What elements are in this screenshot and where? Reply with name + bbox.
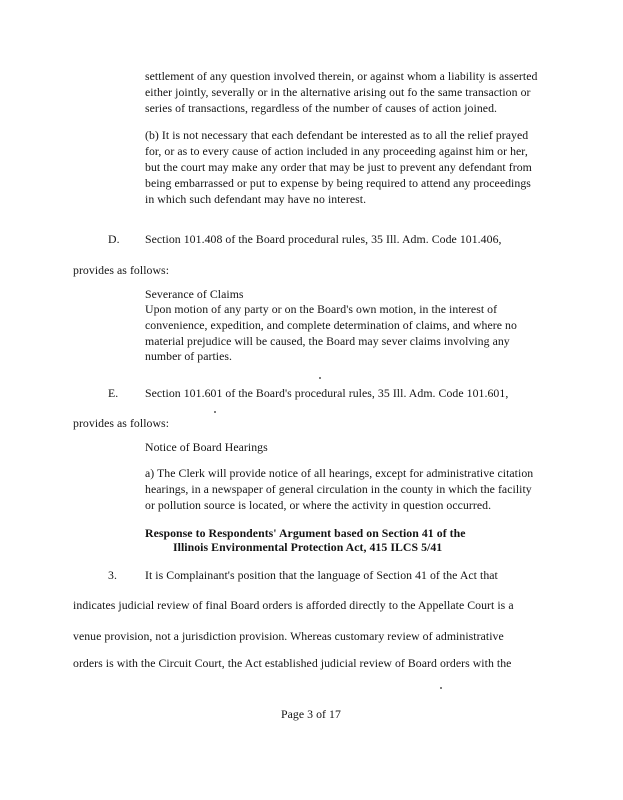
quote-line: a) The Clerk will provide notice of all hearings, except for administrative citation [145,466,534,480]
quote-line: series of transactions, regardless of the number of causes of action joined. [145,101,498,115]
scan-speck [319,377,321,379]
section-continuation: provides as follows: [73,416,170,430]
section-text: Section 101.601 of the Board's procedural rules, 35 Ill. Adm. Code 101.601, [145,386,509,400]
quote-line: hearings, in a newspaper of general circulation in the county in which the facility [145,482,532,496]
quote-line: Upon motion of any party or on the Board's own motion, in the interest of [145,302,498,316]
paragraph-line: orders is with the Circuit Court, the Act established judicial review of Board orders with the [73,656,512,670]
quote-line: being embarrassed or put to expense by being required to attend any proceedings [145,176,531,190]
section-text: Section 101.408 of the Board procedural rules, 35 Ill. Adm. Code 101.406, [145,232,502,246]
section-heading: Illinois Environmental Protection Act, 415 ILCS 5/41 [173,540,443,554]
section-letter: E. [108,386,119,400]
page-number: Page 3 of 17 [281,707,341,721]
section-heading: Response to Respondents' Argument based on Section 41 of the [145,526,466,540]
scan-speck [214,411,216,413]
paragraph-line: It is Complainant's position that the language of Section 41 of the Act that [145,568,498,582]
section-continuation: provides as follows: [73,263,170,277]
quote-title: Notice of Board Hearings [145,440,268,454]
scan-speck [440,687,442,689]
paragraph-number: 3. [108,568,117,582]
section-letter: D. [108,232,120,246]
quote-line: settlement of any question involved therein, or against whom a liability is asserted [145,69,538,83]
quote-line: material prejudice will be caused, the Board may sever claims involving any [145,334,510,348]
quote-line: either jointly, severally or in the alternative arising out fo the same transaction or [145,85,531,99]
quote-title: Severance of Claims [145,287,244,301]
quote-line: but the court may make any order that may be just to prevent any defendant from [145,160,532,174]
quote-line: or pollution source is located, or where the activity in question occurred. [145,498,492,512]
quote-line: number of parties. [145,349,233,363]
paragraph-line: venue provision, not a jurisdiction provision. Whereas customary review of administrative [73,629,504,643]
quote-line: convenience, expedition, and complete determination of claims, and where no [145,318,517,332]
paragraph-line: indicates judicial review of final Board orders is afforded directly to the Appellate Court is a [73,598,514,612]
quote-line: (b) It is not necessary that each defendant be interested as to all the relief prayed [145,128,529,142]
quote-line: for, or as to every cause of action included in any proceeding against him or her, [145,144,528,158]
quote-line: in which such defendant may have no interest. [145,192,367,206]
